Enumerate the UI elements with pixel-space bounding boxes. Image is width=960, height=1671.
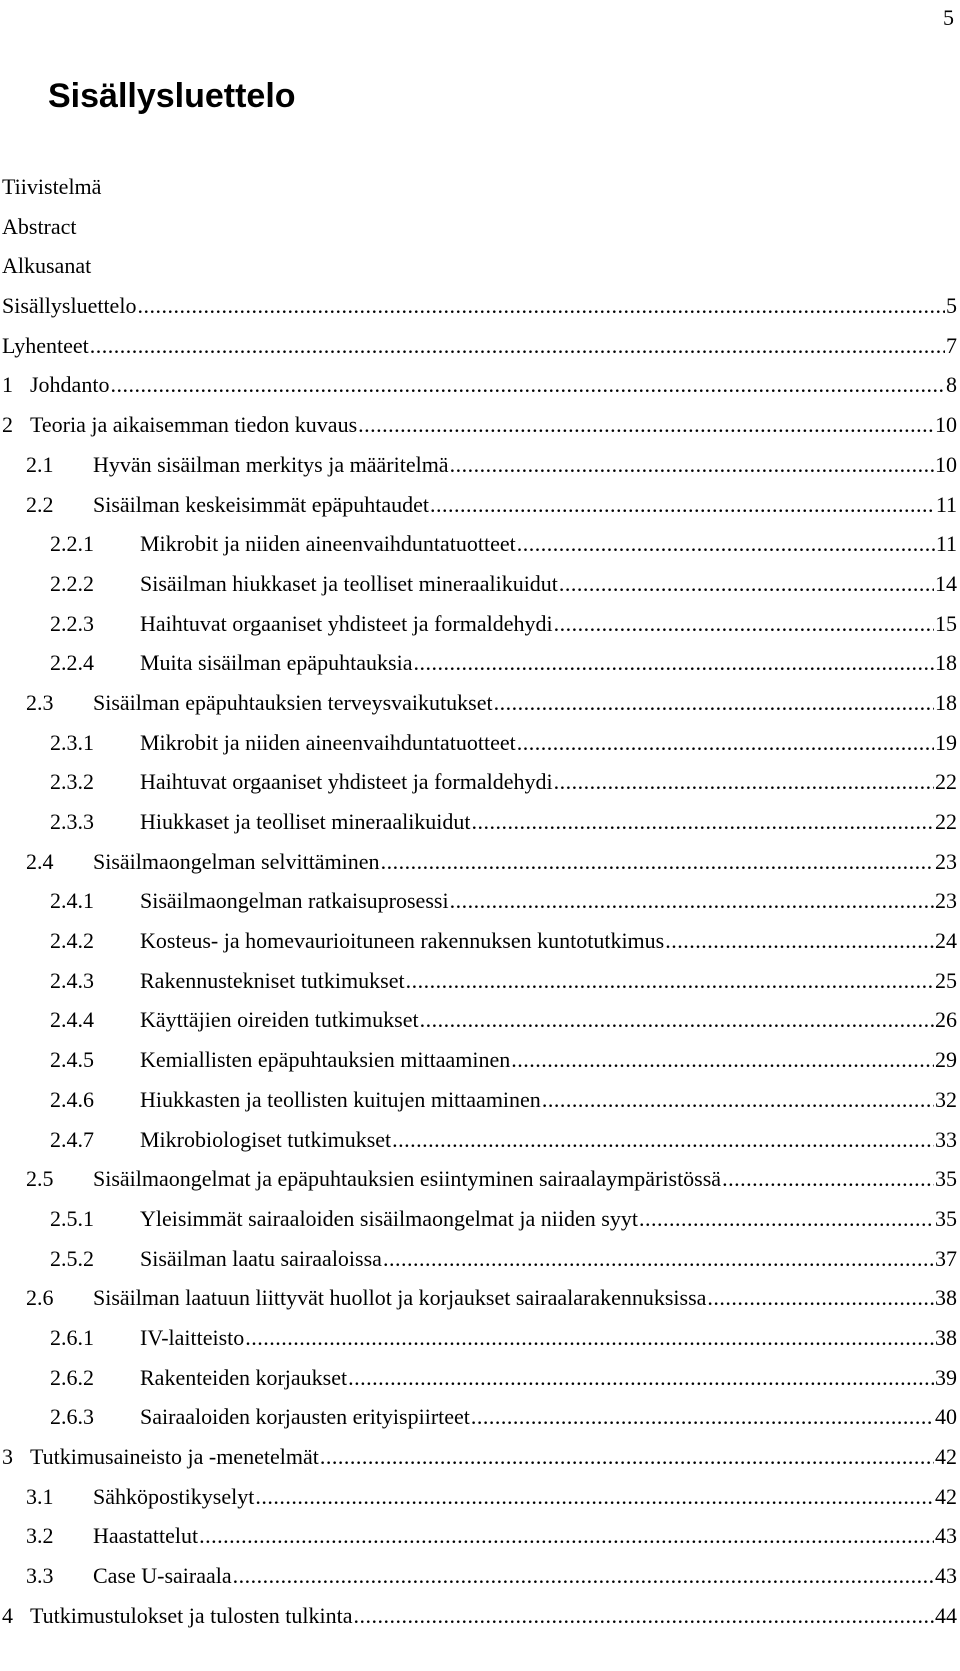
- toc-entry[interactable]: [2, 333, 957, 373]
- table-of-contents: [2, 174, 957, 1642]
- toc-dot-leader: [450, 888, 934, 914]
- toc-entry-number: 2.3.2: [50, 769, 94, 795]
- toc-entry[interactable]: [2, 571, 957, 611]
- toc-entry-page: 11: [935, 531, 957, 557]
- toc-entry-number: 4: [2, 1602, 13, 1628]
- toc-entry-title: Sisäilman laatu sairaaloissa: [140, 1245, 382, 1271]
- toc-entry-title: Mikrobit ja niiden aineenvaihduntatuotteet: [140, 531, 516, 557]
- toc-entry-number: 2.2.2: [50, 570, 94, 596]
- toc-dot-leader: [320, 1444, 934, 1470]
- toc-entry-title: Tutkimustulokset ja tulosten tulkinta: [30, 1602, 353, 1628]
- toc-entry-number: 1: [2, 372, 13, 398]
- toc-entry-page: 32: [935, 1086, 957, 1112]
- toc-dot-leader: [414, 650, 935, 676]
- toc-entry[interactable]: [2, 1127, 957, 1167]
- toc-dot-leader: [517, 531, 935, 557]
- toc-entry-page: 14: [935, 570, 957, 596]
- toc-entry-page: 43: [935, 1523, 957, 1549]
- toc-entry-number: 2.6.1: [50, 1324, 94, 1350]
- toc-entry-title: Sisäilman hiukkaset ja teolliset mineraalikuidut: [140, 570, 558, 596]
- toc-dot-leader: [353, 1603, 934, 1629]
- toc-entry-page: 19: [935, 729, 957, 755]
- toc-dot-leader: [348, 1365, 934, 1391]
- toc-entry-page: 25: [935, 967, 957, 993]
- toc-entry[interactable]: [2, 531, 957, 571]
- toc-dot-leader: [430, 492, 935, 518]
- toc-entry-title: Haihtuvat orgaaniset yhdisteet ja formaldehydi: [140, 769, 553, 795]
- toc-entry-title: Tiivistelmä: [2, 174, 102, 199]
- toc-entry-title: Haihtuvat orgaaniset yhdisteet ja formaldehydi: [140, 610, 553, 636]
- toc-dot-leader: [420, 1007, 934, 1033]
- toc-entry-number: 2.3: [26, 689, 54, 715]
- toc-entry[interactable]: [2, 1603, 957, 1643]
- toc-entry-number: 3: [2, 1444, 13, 1469]
- toc-entry[interactable]: [2, 1166, 957, 1206]
- toc-entry-title: Abstract: [2, 213, 77, 239]
- toc-entry-number: 2.5.2: [50, 1245, 94, 1271]
- toc-entry-title: Yleisimmät sairaaloiden sisäilmaongelmat ja niiden syyt: [140, 1205, 638, 1231]
- toc-entry-page: 29: [935, 1047, 957, 1073]
- toc-front-matter-item: [2, 214, 957, 254]
- toc-entry-page: 23: [935, 848, 957, 874]
- toc-entry[interactable]: [2, 1047, 957, 1087]
- toc-entry-title: Johdanto: [30, 372, 110, 398]
- toc-entry-page: 18: [935, 650, 957, 676]
- toc-entry-title: Sisäilman keskeisimmät epäpuhtaudet: [93, 491, 430, 517]
- toc-dot-leader: [554, 611, 934, 637]
- toc-entry-page: 24: [935, 928, 957, 954]
- toc-entry-page: 18: [935, 689, 957, 715]
- toc-entry[interactable]: [2, 888, 957, 928]
- toc-dot-leader: [245, 1325, 934, 1351]
- toc-entry-number: 2.4.1: [50, 888, 94, 914]
- toc-entry[interactable]: [2, 1087, 957, 1127]
- toc-dot-leader: [381, 849, 934, 875]
- toc-dot-leader: [233, 1563, 934, 1589]
- toc-entry-page: 10: [935, 412, 957, 438]
- toc-entry[interactable]: [2, 372, 957, 412]
- toc-entry-title: Sisällysluettelo: [2, 293, 137, 319]
- toc-front-matter-item: [2, 253, 957, 293]
- toc-entry-number: 2: [2, 412, 13, 438]
- toc-dot-leader: [722, 1166, 934, 1192]
- toc-dot-leader: [199, 1523, 934, 1549]
- toc-front-matter-item: [2, 174, 957, 214]
- toc-entry-title: Hiukkaset ja teolliset mineraalikuidut: [140, 809, 471, 834]
- toc-entry-title: Sisäilmaongelman ratkaisuprosessi: [140, 888, 449, 914]
- toc-entry-title: Kosteus- ja homevaurioituneen rakennuksen kuntotutkimus: [140, 928, 665, 954]
- toc-dot-leader: [494, 690, 934, 716]
- toc-entry[interactable]: [2, 452, 957, 492]
- toc-entry-page: 43: [935, 1563, 957, 1589]
- toc-entry-page: 35: [935, 1205, 957, 1231]
- toc-entry[interactable]: [2, 1285, 957, 1325]
- toc-entry-title: Sisäilmaongelman selvittäminen: [93, 848, 380, 874]
- toc-entry-title: Mikrobiologiset tutkimukset: [140, 1126, 392, 1152]
- toc-entry-page: 8: [946, 372, 957, 398]
- toc-entry-number: 2.3.3: [50, 809, 94, 834]
- toc-entry-number: 2.4.5: [50, 1047, 94, 1073]
- toc-entry-number: 2.6.2: [50, 1364, 94, 1390]
- toc-entry-title: IV-laitteisto: [140, 1324, 245, 1350]
- toc-entry-title: Tutkimusaineisto ja -menetelmät: [30, 1444, 319, 1469]
- toc-entry-number: 2.1: [26, 451, 54, 477]
- toc-dot-leader: [472, 809, 934, 835]
- toc-entry-title: Sisäilman epäpuhtauksien terveysvaikutukset: [93, 689, 493, 715]
- toc-entry-number: 2.5.1: [50, 1205, 94, 1231]
- toc-entry-page: 42: [935, 1444, 957, 1469]
- toc-dot-leader: [450, 452, 934, 478]
- toc-entry-number: 2.4.7: [50, 1126, 94, 1152]
- toc-entry-title: Hyvän sisäilman merkitys ja määritelmä: [93, 451, 449, 477]
- toc-entry[interactable]: [2, 928, 957, 968]
- toc-entry-title: Sisäilmaongelmat ja epäpuhtauksien esiintyminen sairaalaympäristössä: [93, 1166, 722, 1192]
- toc-entry-page: 39: [935, 1364, 957, 1390]
- toc-entry-number: 2.4.3: [50, 967, 94, 993]
- toc-entry-title: Mikrobit ja niiden aineenvaihduntatuotteet: [140, 729, 516, 755]
- toc-entry[interactable]: [2, 611, 957, 651]
- toc-dot-leader: [707, 1285, 934, 1311]
- toc-entry-page: 5: [946, 293, 957, 319]
- toc-entry-number: 2.6.3: [50, 1404, 94, 1430]
- toc-entry-number: 3.3: [26, 1563, 54, 1589]
- toc-entry[interactable]: [2, 1404, 957, 1444]
- toc-entry-page: 33: [935, 1126, 957, 1152]
- toc-entry-page: 38: [935, 1324, 957, 1350]
- toc-dot-leader: [542, 1087, 934, 1113]
- toc-entry-title: Rakenteiden korjaukset: [140, 1364, 348, 1390]
- toc-entry-page: 22: [935, 769, 957, 795]
- toc-dot-leader: [383, 1246, 934, 1272]
- toc-entry-title: Teoria ja aikaisemman tiedon kuvaus: [30, 412, 358, 438]
- toc-entry[interactable]: [2, 849, 957, 889]
- toc-entry[interactable]: [2, 1563, 957, 1603]
- toc-entry-title: Muita sisäilman epäpuhtauksia: [140, 650, 413, 676]
- toc-entry-page: 23: [935, 888, 957, 914]
- toc-entry[interactable]: [2, 412, 957, 452]
- page-title: Sisällysluettelo: [48, 77, 296, 115]
- toc-dot-leader: [559, 571, 934, 597]
- toc-entry[interactable]: [2, 1444, 957, 1484]
- toc-dot-leader: [137, 293, 945, 319]
- toc-entry-title: Hiukkasten ja teollisten kuitujen mittaaminen: [140, 1086, 541, 1112]
- toc-entry-number: 2.4.4: [50, 1007, 94, 1033]
- toc-entry-number: 2.2: [26, 491, 54, 517]
- toc-entry[interactable]: [2, 1523, 957, 1563]
- toc-dot-leader: [517, 730, 934, 756]
- toc-dot-leader: [392, 1127, 934, 1153]
- toc-dot-leader: [554, 769, 934, 795]
- toc-dot-leader: [358, 412, 934, 438]
- toc-entry[interactable]: [2, 968, 957, 1008]
- toc-entry-page: 11: [935, 491, 957, 517]
- toc-entry-title: Rakennustekniset tutkimukset: [140, 967, 405, 993]
- toc-entry-title: Kemiallisten epäpuhtauksien mittaaminen: [140, 1047, 511, 1073]
- toc-entry-title: Sairaaloiden korjausten erityispiirteet: [140, 1404, 470, 1430]
- toc-dot-leader: [406, 968, 934, 994]
- toc-entry-page: 7: [946, 332, 957, 358]
- toc-entry[interactable]: [2, 1246, 957, 1286]
- toc-entry[interactable]: [2, 690, 957, 730]
- toc-entry-number: 2.3.1: [50, 729, 94, 755]
- toc-dot-leader: [665, 928, 934, 954]
- toc-entry-page: 15: [935, 610, 957, 636]
- toc-dot-leader: [110, 372, 945, 398]
- page-number: 5: [943, 5, 954, 30]
- toc-entry-number: 2.2.4: [50, 650, 94, 676]
- toc-entry-title: Sisäilman laatuun liittyvät huollot ja korjaukset sairaalarakennuksissa: [93, 1285, 707, 1311]
- toc-entry-number: 2.2.3: [50, 610, 94, 636]
- toc-entry-number: 2.4.6: [50, 1086, 94, 1112]
- toc-entry-page: 10: [935, 451, 957, 477]
- toc-entry-title: Alkusanat: [2, 253, 92, 279]
- toc-entry[interactable]: [2, 293, 957, 333]
- toc-entry-page: 42: [935, 1483, 957, 1509]
- toc-entry-page: 35: [935, 1166, 957, 1192]
- toc-dot-leader: [471, 1404, 934, 1430]
- toc-entry-title: Lyhenteet: [2, 332, 89, 358]
- toc-entry[interactable]: [2, 1206, 957, 1246]
- toc-entry[interactable]: [2, 1325, 957, 1365]
- toc-entry[interactable]: [2, 769, 957, 809]
- toc-entry-number: 2.4: [26, 848, 54, 874]
- toc-entry[interactable]: [2, 1484, 957, 1524]
- toc-entry-page: 40: [935, 1404, 957, 1430]
- toc-entry-title: Käyttäjien oireiden tutkimukset: [140, 1007, 419, 1033]
- toc-entry-title: Case U-sairaala: [93, 1563, 232, 1589]
- toc-entry-number: 2.6: [26, 1285, 54, 1311]
- toc-dot-leader: [255, 1484, 934, 1510]
- toc-entry-page: 44: [935, 1602, 957, 1628]
- toc-entry-title: Haastattelut: [93, 1523, 199, 1549]
- toc-entry[interactable]: [2, 650, 957, 690]
- toc-entry-page: 38: [935, 1285, 957, 1311]
- toc-entry-title: Sähköpostikyselyt: [93, 1483, 255, 1509]
- toc-dot-leader: [511, 1047, 934, 1073]
- toc-entry-number: 3.1: [26, 1483, 54, 1509]
- toc-entry-number: 3.2: [26, 1523, 54, 1549]
- toc-dot-leader: [90, 333, 945, 359]
- toc-entry[interactable]: [2, 1365, 957, 1405]
- toc-dot-leader: [639, 1206, 934, 1232]
- toc-entry-page: 37: [935, 1245, 957, 1271]
- toc-entry[interactable]: [2, 492, 957, 532]
- toc-entry[interactable]: [2, 809, 957, 849]
- toc-entry-number: 2.5: [26, 1166, 54, 1192]
- toc-entry[interactable]: [2, 730, 957, 770]
- toc-entry-number: 2.2.1: [50, 531, 94, 557]
- toc-entry-page: 26: [935, 1007, 957, 1033]
- toc-entry-page: 22: [935, 809, 957, 834]
- toc-entry-number: 2.4.2: [50, 928, 94, 954]
- toc-entry[interactable]: [2, 1007, 957, 1047]
